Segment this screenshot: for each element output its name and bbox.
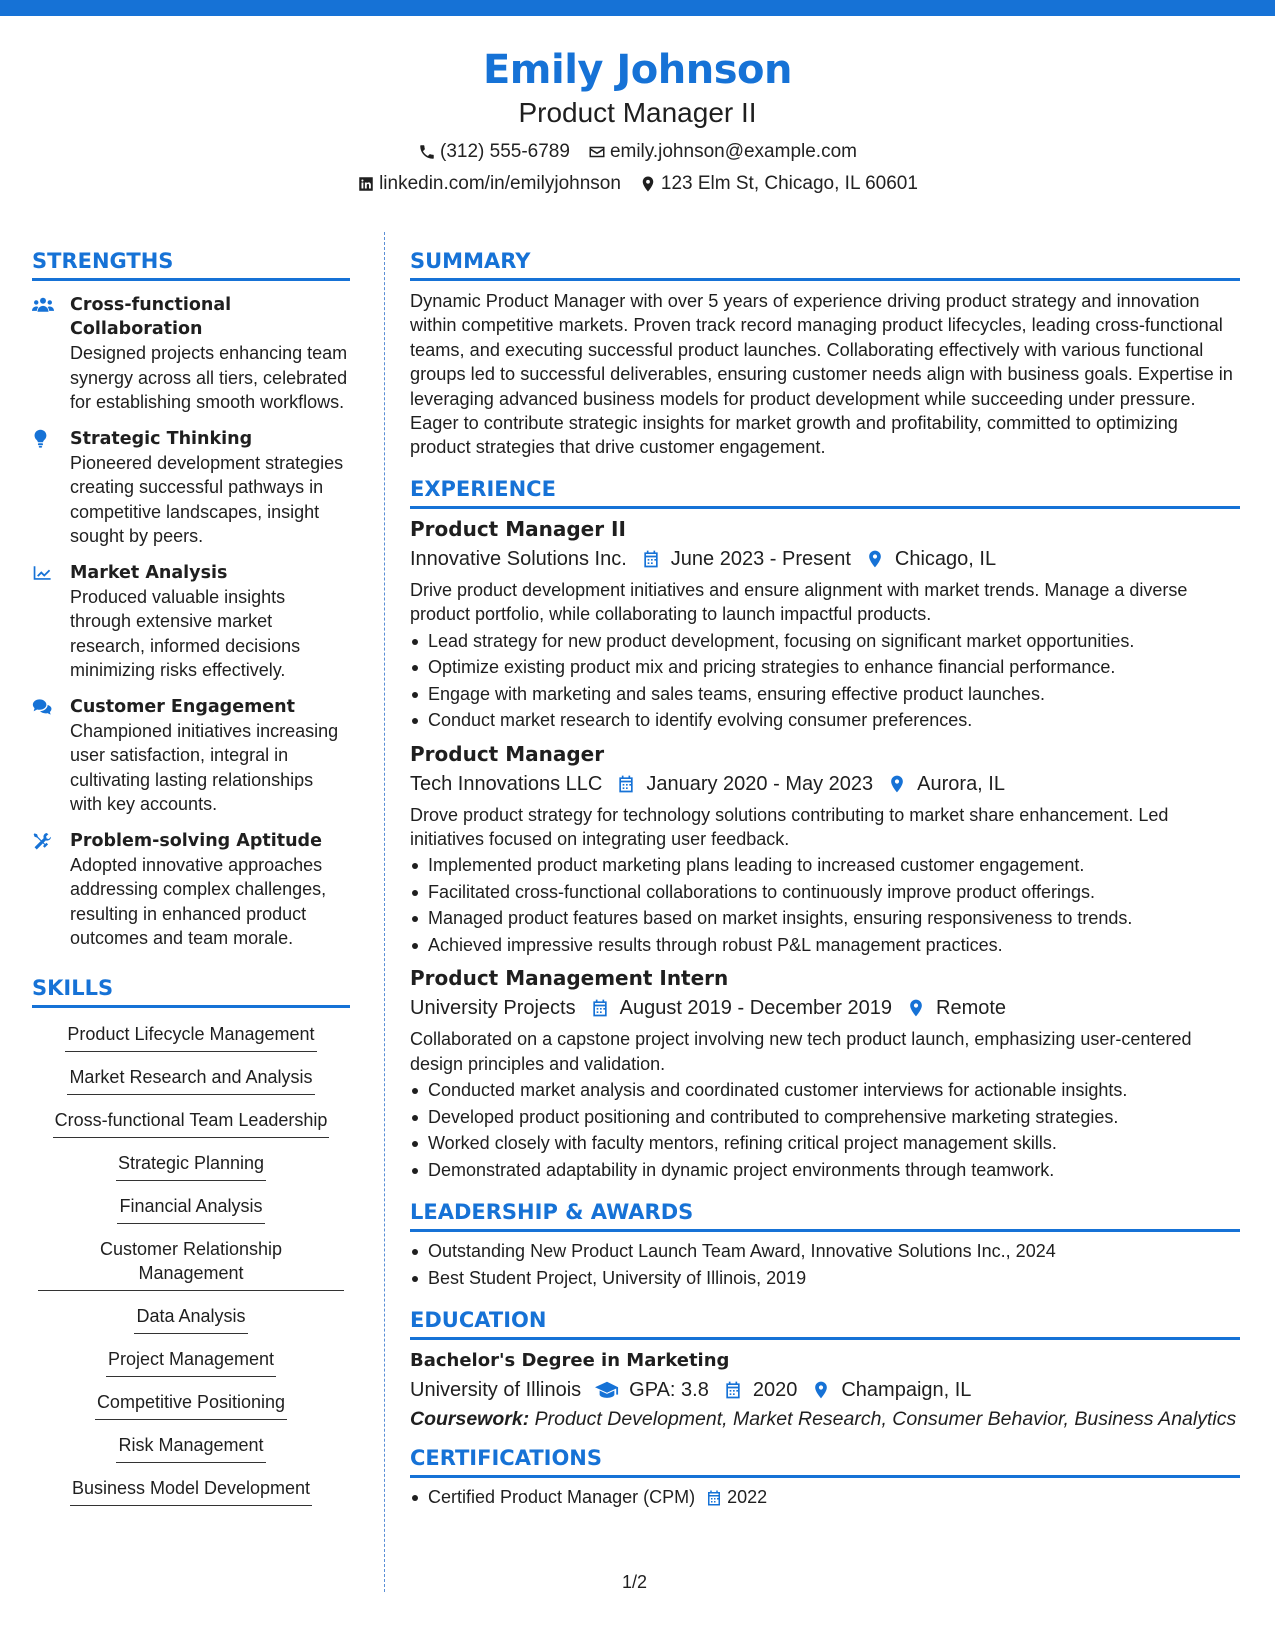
address-text: 123 Elm St, Chicago, IL 60601 — [660, 173, 918, 194]
experience-heading: EXPERIENCE — [410, 476, 1240, 509]
strength-desc: Produced valuable insights through extensive market research, informed decisions minimizing risks effectively. — [70, 586, 301, 680]
bullet-item: Demonstrated adaptability in dynamic project environments through teamwork. — [410, 1157, 1240, 1184]
job-desc: Drive product development initiatives and ensure alignment with market trends. Manage a diverse product portfolio, while collaborating to launch impactful products. — [410, 579, 1188, 625]
job-title: Product Manager — [410, 741, 605, 766]
map-pin-icon — [811, 1380, 831, 1400]
cert-item — [410, 1484, 1240, 1511]
strength-item — [32, 829, 350, 951]
lightbulb-icon — [32, 429, 54, 449]
skills-heading: SKILLS — [32, 975, 350, 1008]
leadership-heading: LEADERSHIP & AWARDS — [410, 1199, 1240, 1232]
strengths-heading: STRENGTHS — [32, 248, 350, 281]
strength-title: Customer Engagement — [70, 696, 296, 717]
skill-item: Data Analysis — [134, 1304, 247, 1334]
job-bullets — [410, 852, 1240, 958]
strength-item — [32, 561, 350, 683]
job-title: Product Manager II — [410, 516, 626, 541]
skill-item: Risk Management — [116, 1433, 265, 1463]
job-company: Innovative Solutions Inc. — [410, 547, 627, 570]
bullet-item: Optimize existing product mix and pricing strategies to enhance financial performance. — [410, 654, 1240, 681]
degree-title: Bachelor's Degree in Marketing — [410, 1350, 730, 1372]
strength-title: Problem-solving Aptitude — [70, 830, 322, 851]
strength-item — [32, 293, 350, 415]
summary-section — [410, 248, 1240, 460]
graduation-cap-icon — [595, 1380, 619, 1400]
job-bullets — [410, 628, 1240, 734]
education-heading: EDUCATION — [410, 1307, 1240, 1340]
job-location: Chicago, IL — [894, 547, 997, 570]
right-column — [410, 248, 1240, 1511]
strength-desc: Adopted innovative approaches addressing complex challenges, resulting in enhanced product outcomes and team morale. — [70, 854, 327, 948]
bullet-item: Achieved impressive results through robust P&L management practices. — [410, 932, 1240, 959]
school-location: Champaign, IL — [841, 1379, 972, 1402]
email-text[interactable]: emily.johnson@example.com — [609, 141, 857, 162]
strength-desc: Pioneered development strategies creating successful pathways in competitive landscapes, insight sought by peers. — [70, 452, 344, 546]
experience-section — [410, 476, 1240, 1183]
cert-list — [410, 1484, 1240, 1511]
skill-item: Market Research and Analysis — [67, 1065, 314, 1095]
job-location: Aurora, IL — [917, 772, 1005, 795]
calendar-icon — [590, 998, 610, 1018]
skill-item: Strategic Planning — [116, 1151, 266, 1181]
strength-desc: Designed projects enhancing team synergy across all tiers, celebrated for establishing smooth workflows. — [70, 343, 348, 412]
job-entry — [410, 740, 1240, 959]
job-dates: June 2023 - Present — [670, 547, 851, 570]
bullet-item: Lead strategy for new product development, focusing on significant market opportunities. — [410, 628, 1240, 655]
certifications-section — [410, 1445, 1240, 1511]
resume-header — [0, 44, 1275, 196]
top-accent-bar — [0, 0, 1275, 16]
strength-title: Strategic Thinking — [70, 428, 253, 449]
job-desc: Drove product strategy for technology solutions contributing to market share enhancement. Led initiatives focused on integrating user feedback. — [410, 804, 1169, 850]
map-pin-icon — [639, 175, 657, 193]
skill-item: Business Model Development — [70, 1476, 312, 1506]
coursework-text: Product Development, Market Research, Consumer Behavior, Business Analytics — [529, 1408, 1237, 1431]
bullet-item: Developed product positioning and contributed to comprehensive marketing strategies. — [410, 1104, 1240, 1131]
awards-list — [410, 1238, 1240, 1291]
job-location: Remote — [936, 997, 1007, 1020]
column-divider — [384, 232, 385, 1592]
map-pin-icon — [887, 774, 907, 794]
summary-text: Dynamic Product Manager with over 5 years of experience driving product strategy and innovation within competitive markets. Proven track record managing product lifecycles, leading cross-functional teams, and executing successful product launches. Collaborating effectively with various functional groups led to successful deliverables, ensuring customer needs align with business goals. Expertise in leveraging advanced business models for product development while succeeding under pressure. Eager to contribute strategic insights for market growth and profitability, committed to optimizing product strategies that drive customer engagement. — [410, 291, 1233, 458]
award-item: Outstanding New Product Launch Team Award, Innovative Solutions Inc., 2024 — [410, 1238, 1240, 1265]
skill-item: Competitive Positioning — [95, 1390, 287, 1420]
job-desc: Collaborated on a capstone project involving new tech product launch, emphasizing user-centered design principles and validation. — [410, 1029, 1192, 1074]
bullet-item: Worked closely with faculty mentors, refining critical project management skills. — [410, 1130, 1240, 1157]
users-icon — [32, 295, 54, 315]
job-company: Tech Innovations LLC — [410, 772, 603, 795]
bullet-item: Managed product features based on market insights, ensuring responsiveness to trends. — [410, 905, 1240, 932]
skill-item: Project Management — [106, 1347, 276, 1377]
tools-icon — [32, 831, 54, 851]
contact-linkedin[interactable] — [357, 172, 621, 196]
calendar-icon — [641, 549, 661, 569]
skill-item: Customer Relationship Management — [38, 1237, 344, 1291]
cert-name: Certified Product Manager (CPM) — [428, 1487, 696, 1508]
contact-line-1 — [0, 140, 1275, 164]
coursework — [410, 1407, 1240, 1431]
candidate-name: Emily Johnson — [482, 47, 792, 93]
leadership-section — [410, 1199, 1240, 1291]
phone-icon — [418, 143, 436, 161]
page-number: 1/2 — [622, 1572, 648, 1592]
skill-item: Product Lifecycle Management — [65, 1022, 316, 1052]
left-column — [32, 248, 350, 1519]
linkedin-text[interactable]: linkedin.com/in/emilyjohnson — [379, 173, 621, 194]
linkedin-icon — [357, 175, 375, 193]
job-title: Product Management Intern — [410, 966, 729, 991]
strength-item — [32, 695, 350, 817]
strength-desc: Championed initiatives increasing user satisfaction, integral in cultivating lasting relationships with key accounts. — [70, 720, 339, 814]
job-bullets — [410, 1077, 1240, 1183]
strength-item — [32, 427, 350, 549]
comments-icon — [32, 697, 54, 717]
bullet-item: Conduct market research to identify evolving consumer preferences. — [410, 707, 1240, 734]
job-meta — [410, 770, 1240, 798]
map-pin-icon — [906, 998, 926, 1018]
skill-list — [32, 1022, 350, 1519]
grad-year: 2020 — [752, 1379, 798, 1402]
skill-item: Cross-functional Team Leadership — [53, 1108, 330, 1138]
contact-phone — [418, 140, 570, 164]
job-dates: August 2019 - December 2019 — [619, 997, 893, 1020]
map-pin-icon — [865, 549, 885, 569]
skills-section — [32, 975, 350, 1519]
contact-email[interactable] — [588, 140, 857, 164]
coursework-label: Coursework: — [410, 1408, 530, 1431]
skill-item: Financial Analysis — [117, 1194, 264, 1224]
education-meta — [410, 1376, 1240, 1404]
bullet-item: Conducted market analysis and coordinated customer interviews for actionable insights. — [410, 1077, 1240, 1104]
strength-title: Market Analysis — [70, 562, 228, 583]
bullet-item: Engage with marketing and sales teams, ensuring effective product launches. — [410, 681, 1240, 708]
job-entry — [410, 515, 1240, 734]
cert-year: 2022 — [727, 1487, 768, 1508]
job-dates: January 2020 - May 2023 — [646, 772, 874, 795]
calendar-icon — [705, 1489, 723, 1507]
education-section — [410, 1307, 1240, 1431]
job-company: University Projects — [410, 997, 576, 1020]
job-meta — [410, 545, 1240, 573]
award-item: Best Student Project, University of Illinois, 2019 — [410, 1265, 1240, 1292]
job-meta — [410, 994, 1240, 1022]
certifications-heading: CERTIFICATIONS — [410, 1445, 1240, 1478]
summary-heading: SUMMARY — [410, 248, 1240, 281]
bullet-item: Implemented product marketing plans leading to increased customer engagement. — [410, 852, 1240, 879]
school-name: University of Illinois — [410, 1379, 582, 1402]
contact-line-2 — [0, 172, 1275, 196]
strength-title: Cross-functional Collaboration — [70, 295, 232, 339]
phone-text: (312) 555-6789 — [440, 141, 570, 162]
line-chart-icon — [32, 563, 54, 583]
gpa-text: GPA: 3.8 — [629, 1379, 709, 1402]
candidate-title: Product Manager II — [518, 97, 757, 128]
envelope-icon — [588, 143, 606, 161]
job-entry — [410, 964, 1240, 1183]
calendar-icon — [616, 774, 636, 794]
bullet-item: Facilitated cross-functional collaborations to continuously improve product offerings. — [410, 879, 1240, 906]
contact-address — [639, 172, 918, 196]
calendar-icon — [723, 1380, 743, 1400]
